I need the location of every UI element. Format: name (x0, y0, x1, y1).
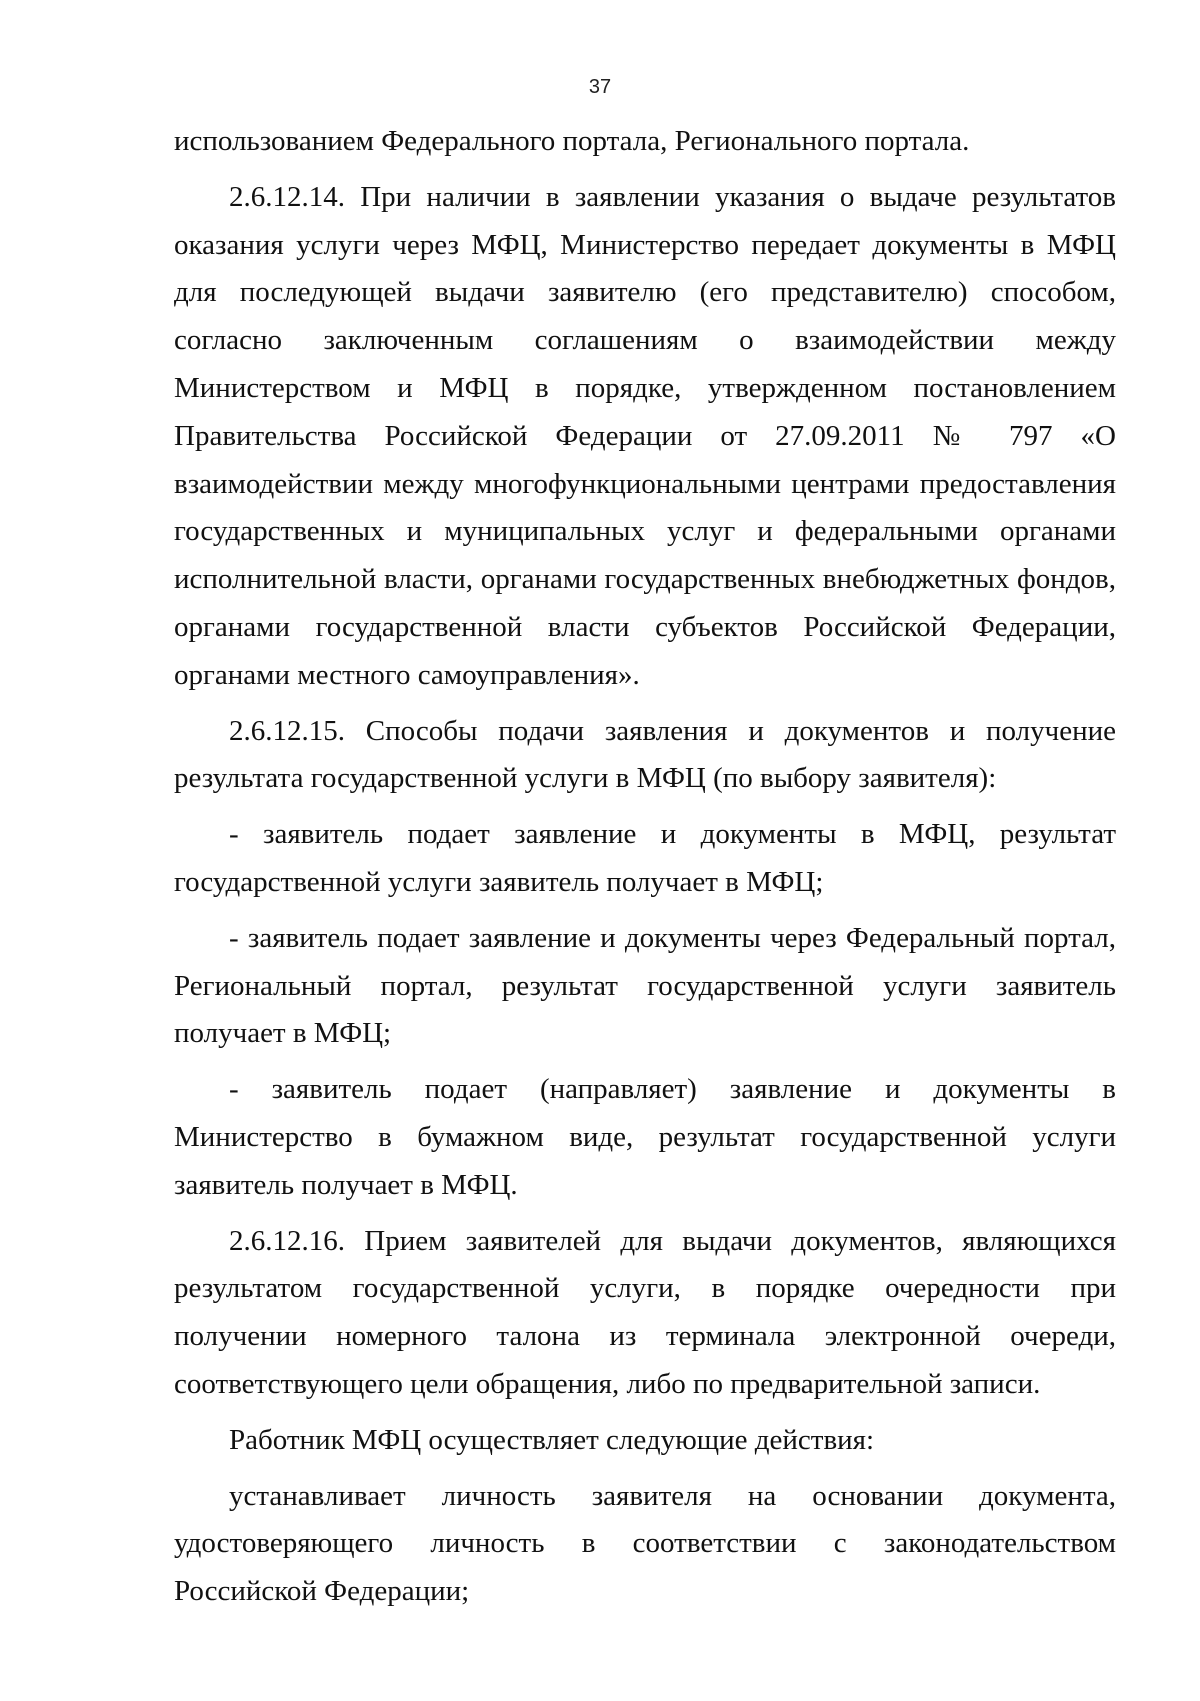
list-item-portal-submission: - заявитель подает заявление и документы через Федеральный портал, Региональный портал, результат государственной услуги заявитель получает в МФЦ; (174, 921, 1116, 1050)
paragraph-identity-check: устанавливает личность заявителя на основании документа, удостоверяющего личность в соответствии с законодательством Российской Федерации; (174, 1479, 1116, 1608)
paragraph-worker-actions: Работник МФЦ осуществляет следующие действия: (229, 1423, 875, 1456)
paragraph-2-6-12-15: 2.6.12.15. Способы подачи заявления и документов и получение результата государственной услуги в МФЦ (по выбору заявителя): (174, 714, 1116, 795)
page-number: 37 (588, 76, 612, 98)
list-item-mfc-submission: - заявитель подает заявление и документы в МФЦ, результат государственной услуги заявитель получает в МФЦ; (174, 818, 1116, 898)
list-item-paper-submission: - заявитель подает (направляет) заявление и документы в Министерство в бумажном виде, результат государственной услуги заявитель получает в МФЦ. (174, 1073, 1116, 1201)
document-body (174, 118, 1116, 1616)
paragraph-continuation: использованием Федерального портала, Регионального портала. (174, 125, 970, 157)
paragraph-2-6-12-14: 2.6.12.14. При наличии в заявлении указания о выдаче результатов оказания услуги через МФЦ, Министерство передает документы в МФЦ для последующей выдачи заявителю (его представителю) способом, согласно заключенным соглашениям о взаимодействии между Министерством и МФЦ в порядке, утвержденном постановлением Правительства Российской Федерации от 27.09.2011 № 797 «О взаимодействии между многофункциональными центрами предоставления государственных и муниципальных услуг и федеральными органами исполнительной власти, органами государственных внебюджетных фондов, органами государственной власти субъектов Российской Федерации, органами местного самоуправления». (174, 180, 1116, 691)
paragraph-2-6-12-16: 2.6.12.16. Прием заявителей для выдачи документов, являющихся результатом государственной услуги, в порядке очередности при получении номерного талона из терминала электронной очереди, соответствующего цели обращения, либо по предварительной записи. (174, 1224, 1116, 1400)
